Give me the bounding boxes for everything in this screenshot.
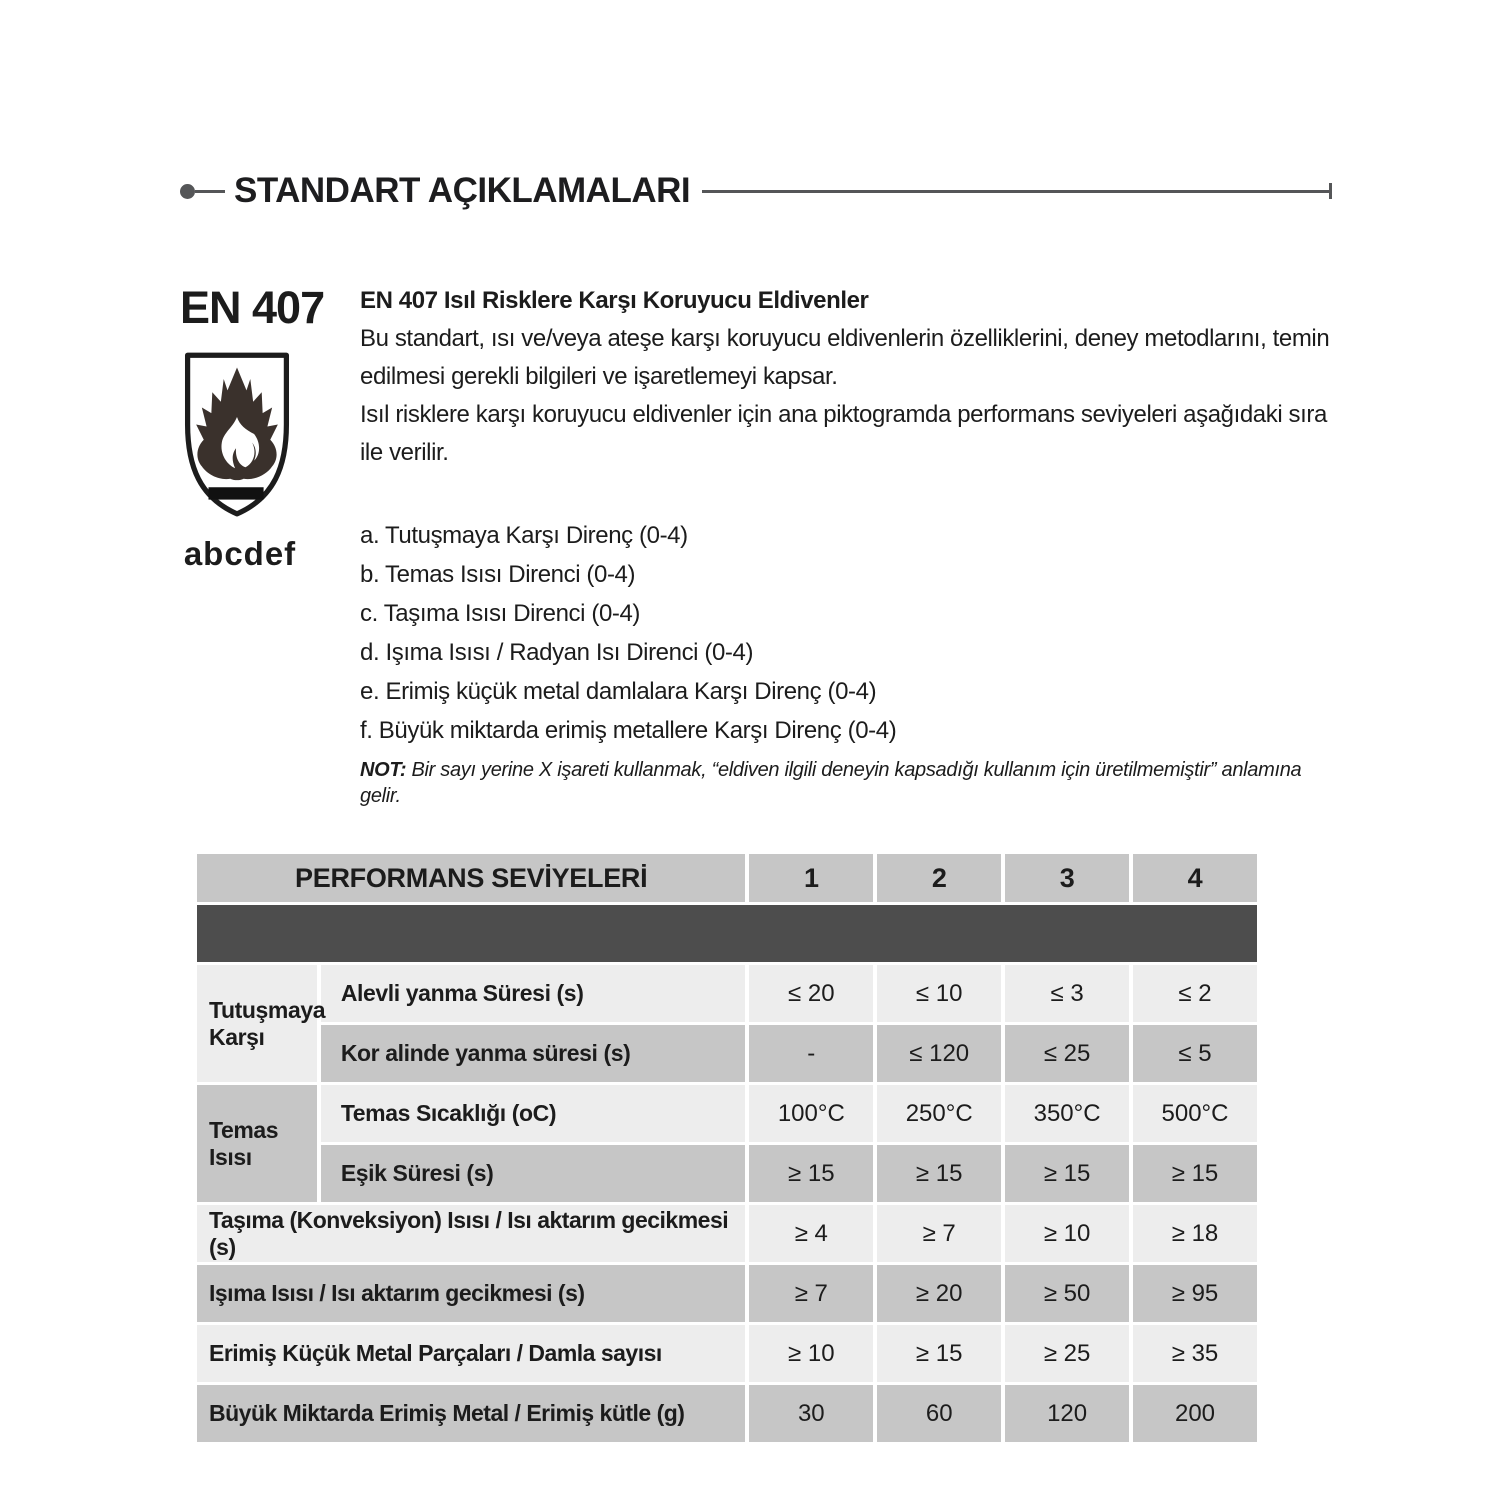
list-item: d. Işıma Isısı / Radyan Isı Direnci (0-4) [360, 639, 754, 666]
cell-value: 250°C [877, 1085, 1001, 1142]
standard-heading: EN 407 Isıl Risklere Karşı Koruyucu Eldivenler [360, 287, 869, 314]
list-item: f. Büyük miktarda erimiş metallere Karşı Direnç (0-4) [360, 717, 897, 744]
header-rule-line [702, 190, 1329, 193]
level-header-3: 3 [1005, 854, 1129, 902]
cell-value: 500°C [1133, 1085, 1257, 1142]
cell-value: ≥ 35 [1133, 1325, 1257, 1382]
standard-description [360, 282, 1332, 809]
table-row [197, 965, 1257, 1022]
cell-value: ≥ 15 [877, 1145, 1001, 1202]
header-bullet-dot [180, 184, 195, 199]
row-group-label: Tutuşmaya Karşı [197, 965, 317, 1082]
flame-shield-icon [180, 348, 294, 527]
list-item: e. Erimiş küçük metal damlalara Karşı Direnç (0-4) [360, 678, 877, 705]
table-row [197, 1085, 1257, 1142]
cell-value: 60 [877, 1385, 1001, 1442]
cell-value: ≥ 15 [1133, 1145, 1257, 1202]
cell-value: ≤ 10 [877, 965, 1001, 1022]
table-row [197, 1205, 1257, 1262]
list-item: a. Tutuşmaya Karşı Direnç (0-4) [360, 522, 688, 549]
note-text: Bir sayı yerine X işareti kullanmak, “eldiven ilgili deneyin kapsadığı kullanım için üretilmemiştir” anlamına gelir. [360, 759, 1302, 807]
cell-value: ≥ 15 [749, 1145, 873, 1202]
pictogram-caption: abcdef [183, 535, 297, 572]
row-label: Taşıma (Konveksiyon) Isısı / Isı aktarım gecikmesi (s) [197, 1205, 745, 1262]
cell-value: ≤ 25 [1005, 1025, 1129, 1082]
cell-value: ≥ 18 [1133, 1205, 1257, 1262]
cell-value: ≥ 50 [1005, 1265, 1129, 1322]
row-label: Işıma Isısı / Isı aktarım gecikmesi (s) [197, 1265, 745, 1322]
level-header-2: 2 [877, 854, 1001, 902]
table-row [197, 1025, 1257, 1082]
row-label: Kor alinde yanma süresi (s) [321, 1025, 746, 1082]
note-label: NOT: [360, 759, 407, 781]
table-header-row [197, 854, 1257, 902]
cell-value: 200 [1133, 1385, 1257, 1442]
cell-value: ≥ 10 [1005, 1205, 1129, 1262]
table-row [197, 1145, 1257, 1202]
cell-value: ≤ 5 [1133, 1025, 1257, 1082]
list-item: b. Temas Isısı Direnci (0-4) [360, 561, 636, 588]
performance-levels-table [193, 851, 1261, 1445]
cell-value: ≤ 2 [1133, 965, 1257, 1022]
cell-value: ≤ 3 [1005, 965, 1129, 1022]
cell-value: ≥ 7 [749, 1265, 873, 1322]
cell-value: ≥ 15 [877, 1325, 1001, 1382]
standard-paragraph: Bu standart, ısı ve/veya ateşe karşı koruyucu eldivenlerin özelliklerini, deney metodlarını, temin edilmesi gerekli bilgileri ve işaretlemeyi kapsar. [360, 325, 1330, 390]
standard-paragraph: Isıl risklere karşı koruyucu eldivenler için ana piktogramda performans seviyeleri aşağıdaki sıra ile verilir. [360, 401, 1327, 466]
header-rule-end-tick [1329, 183, 1332, 199]
cell-value: 30 [749, 1385, 873, 1442]
standard-section [180, 282, 1332, 809]
cell-value: ≥ 4 [749, 1205, 873, 1262]
header-lead-line [195, 190, 225, 193]
row-label: Temas Sıcaklığı (oC) [321, 1085, 746, 1142]
header-separator-row [197, 905, 1257, 962]
row-label: Alevli yanma Süresi (s) [321, 965, 746, 1022]
cell-value: ≤ 120 [877, 1025, 1001, 1082]
cell-value: 120 [1005, 1385, 1129, 1442]
level-header-1: 1 [749, 854, 873, 902]
cell-value: 100°C [749, 1085, 873, 1142]
cell-value: ≥ 10 [749, 1325, 873, 1382]
header-separator-band [197, 905, 1257, 962]
row-label: Erimiş Küçük Metal Parçaları / Damla sayısı [197, 1325, 745, 1382]
row-label: Büyük Miktarda Erimiş Metal / Erimiş kütle (g) [197, 1385, 745, 1442]
cell-value: ≥ 7 [877, 1205, 1001, 1262]
list-item: c. Taşıma Isısı Direnci (0-4) [360, 600, 641, 627]
row-group-label: Temas Isısı [197, 1085, 317, 1202]
row-label: Eşik Süresi (s) [321, 1145, 746, 1202]
standard-code: EN 407 [180, 282, 325, 333]
cell-value: - [749, 1025, 873, 1082]
table-row [197, 1385, 1257, 1442]
cell-value: ≥ 95 [1133, 1265, 1257, 1322]
performance-criteria-list [360, 516, 1332, 750]
note [360, 757, 1332, 809]
cell-value: ≥ 20 [877, 1265, 1001, 1322]
cell-value: 350°C [1005, 1085, 1129, 1142]
pictogram-column [180, 282, 340, 809]
cell-value: ≤ 20 [749, 965, 873, 1022]
level-header-4: 4 [1133, 854, 1257, 902]
section-header [180, 172, 1332, 210]
cell-value: ≥ 25 [1005, 1325, 1129, 1382]
cell-value: ≥ 15 [1005, 1145, 1129, 1202]
page-title: STANDART AÇIKLAMALARI [234, 171, 691, 210]
table-row [197, 1265, 1257, 1322]
table-title: PERFORMANS SEVİYELERİ [197, 854, 745, 902]
table-row [197, 1325, 1257, 1382]
